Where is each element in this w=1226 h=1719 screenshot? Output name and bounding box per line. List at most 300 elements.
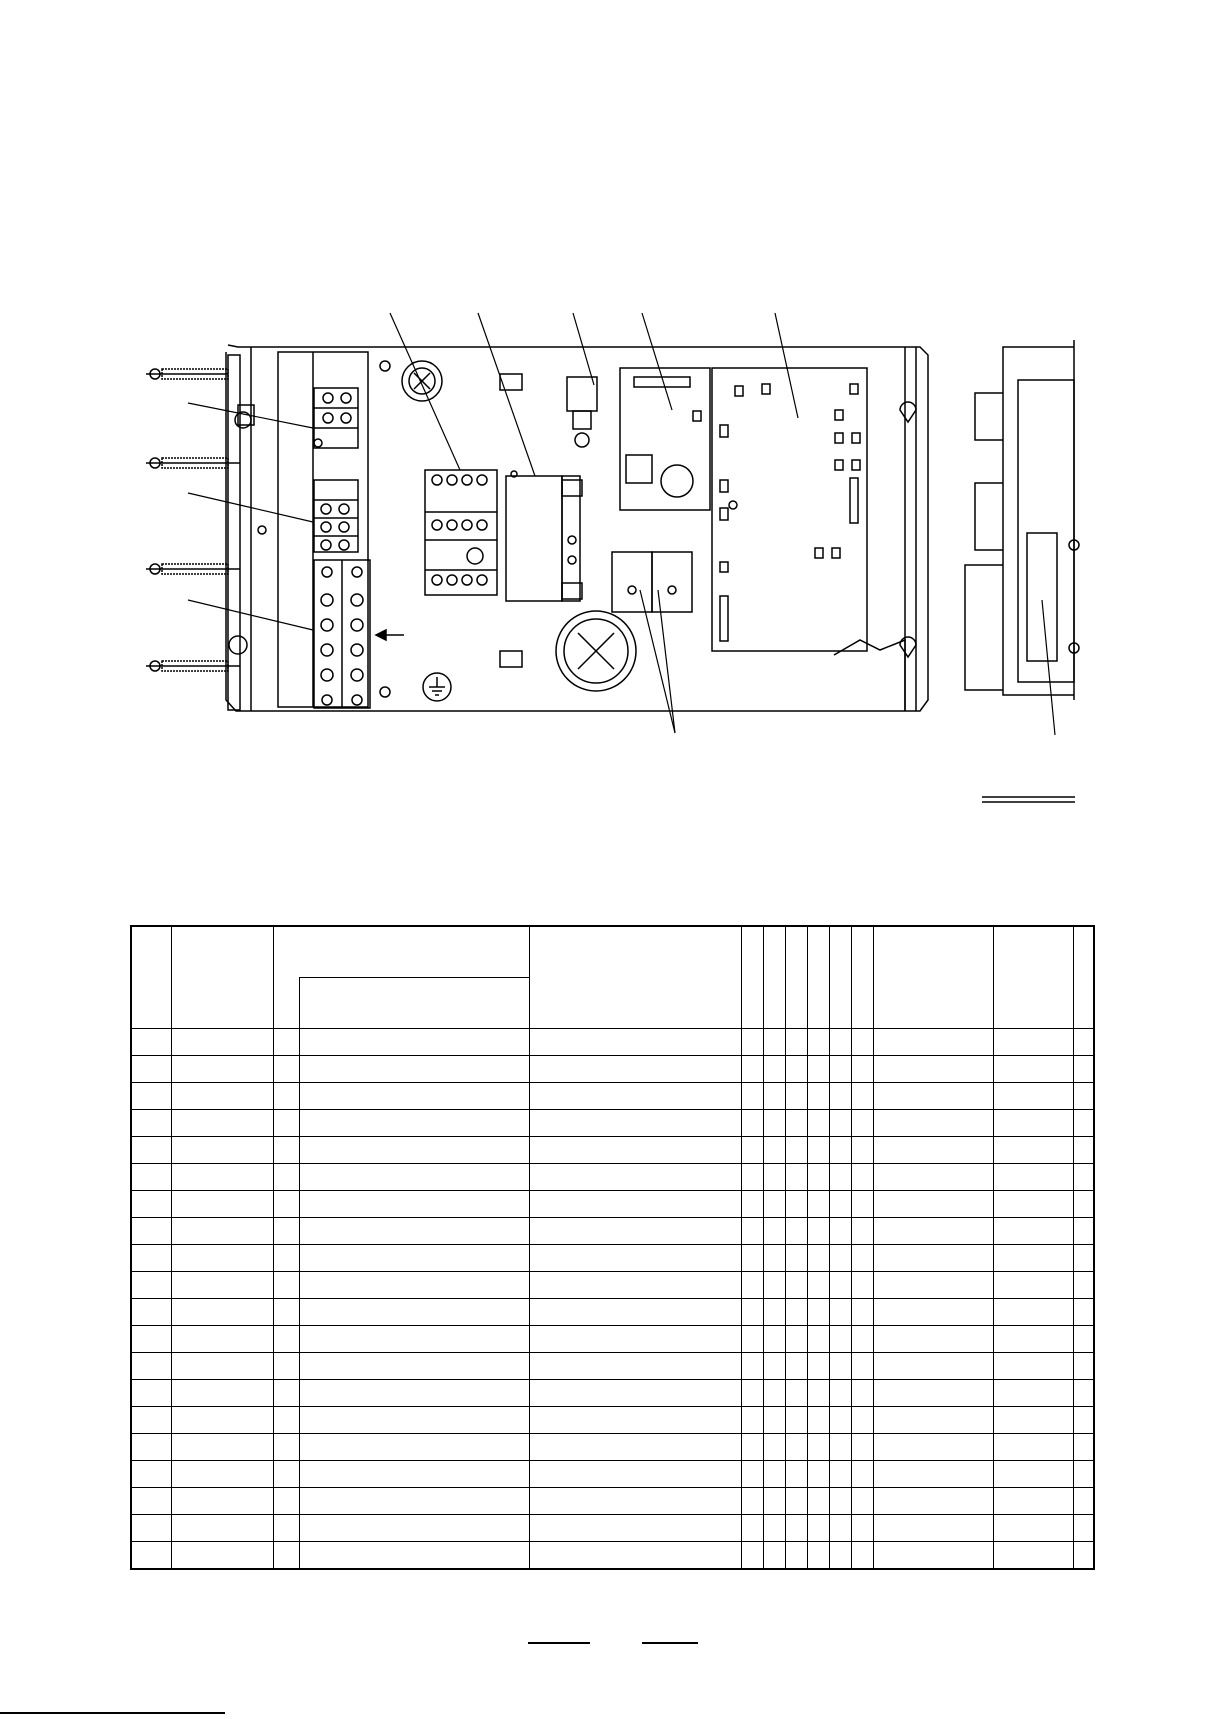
table-cell xyxy=(873,1083,993,1110)
table-row xyxy=(131,1380,1094,1407)
table-cell xyxy=(993,1407,1073,1434)
table-cell xyxy=(273,1488,299,1515)
table-cell xyxy=(873,1029,993,1056)
table-cell xyxy=(529,1272,741,1299)
table-cell xyxy=(299,1110,529,1137)
table-row xyxy=(131,1056,1094,1083)
table-cell xyxy=(299,1245,529,1272)
table-cell xyxy=(131,1353,171,1380)
table-cell xyxy=(273,1326,299,1353)
table-cell xyxy=(829,1299,851,1326)
table-cell xyxy=(299,1137,529,1164)
table-row xyxy=(131,1542,1094,1570)
table-cell xyxy=(299,1542,529,1570)
table-cell xyxy=(873,1218,993,1245)
table-header-cell xyxy=(171,926,273,1029)
table-row xyxy=(131,1326,1094,1353)
table-cell xyxy=(763,1056,785,1083)
table-cell xyxy=(763,1272,785,1299)
table-cell xyxy=(873,1164,993,1191)
table-cell xyxy=(131,1083,171,1110)
relay-2 xyxy=(652,552,692,612)
table-cell xyxy=(171,1272,273,1299)
table-row xyxy=(131,1137,1094,1164)
table-header-cell xyxy=(529,926,741,1029)
table-cell xyxy=(171,1353,273,1380)
table-cell xyxy=(851,1461,873,1488)
table-cell xyxy=(785,1272,807,1299)
table-row xyxy=(131,1488,1094,1515)
table-row xyxy=(131,1191,1094,1218)
table-cell xyxy=(829,1164,851,1191)
bottom-rule xyxy=(0,1712,225,1714)
table-cell xyxy=(741,1461,763,1488)
table-cell xyxy=(785,1488,807,1515)
table-cell xyxy=(1073,1164,1094,1191)
table-cell xyxy=(807,1515,829,1542)
table-cell xyxy=(873,1461,993,1488)
table-cell xyxy=(131,1272,171,1299)
table-cell xyxy=(131,1515,171,1542)
table-header-cell xyxy=(763,926,785,1029)
table-cell xyxy=(785,1434,807,1461)
table-cell xyxy=(807,1110,829,1137)
table-cell xyxy=(741,1110,763,1137)
table-cell xyxy=(529,1299,741,1326)
table-cell xyxy=(829,1515,851,1542)
table-cell xyxy=(851,1488,873,1515)
table-row xyxy=(131,1461,1094,1488)
table-cell xyxy=(1073,1137,1094,1164)
table-cell xyxy=(1073,1056,1094,1083)
table-cell xyxy=(529,1218,741,1245)
screw-top xyxy=(500,374,522,390)
table-cell xyxy=(873,1245,993,1272)
table-cell xyxy=(299,1515,529,1542)
table-cell xyxy=(873,1407,993,1434)
table-cell xyxy=(1073,1407,1094,1434)
table-cell xyxy=(273,1029,299,1056)
table-cell xyxy=(993,1029,1073,1056)
table-cell xyxy=(171,1164,273,1191)
table-cell xyxy=(273,1353,299,1380)
table-row xyxy=(131,1434,1094,1461)
table-cell xyxy=(171,1137,273,1164)
table-cell xyxy=(273,1461,299,1488)
table-cell xyxy=(829,1083,851,1110)
table-cell xyxy=(529,1029,741,1056)
table-cell xyxy=(807,1542,829,1570)
main-pcb xyxy=(712,368,867,651)
table-cell xyxy=(273,1542,299,1570)
table-cell xyxy=(851,1245,873,1272)
table-cell xyxy=(741,1191,763,1218)
table-row xyxy=(131,1353,1094,1380)
table-cell xyxy=(299,1191,529,1218)
table-cell xyxy=(829,1488,851,1515)
table-cell xyxy=(829,1542,851,1570)
relay-1 xyxy=(612,552,652,612)
table-cell xyxy=(873,1542,993,1570)
title-underline xyxy=(982,797,1075,802)
table-cell xyxy=(993,1461,1073,1488)
callout-leaders-top xyxy=(390,313,798,476)
table-cell xyxy=(1073,1272,1094,1299)
table-cell xyxy=(763,1515,785,1542)
table-cell xyxy=(171,1218,273,1245)
table-cell xyxy=(763,1434,785,1461)
callout-leaders-bottom xyxy=(640,590,1055,735)
table-header-cell xyxy=(299,978,529,1029)
table-cell xyxy=(171,1434,273,1461)
table-cell xyxy=(851,1191,873,1218)
table-cell xyxy=(131,1326,171,1353)
table-cell xyxy=(273,1110,299,1137)
table-cell xyxy=(299,1272,529,1299)
table-cell xyxy=(873,1515,993,1542)
table-cell xyxy=(131,1191,171,1218)
table-cell xyxy=(829,1245,851,1272)
table-cell xyxy=(873,1380,993,1407)
magnetic-contactor xyxy=(425,470,497,595)
table-cell xyxy=(741,1488,763,1515)
table-cell xyxy=(741,1137,763,1164)
table-cell xyxy=(299,1029,529,1056)
table-cell xyxy=(1073,1191,1094,1218)
table-cell xyxy=(851,1353,873,1380)
table-cell xyxy=(807,1407,829,1434)
table-cell xyxy=(1073,1326,1094,1353)
table-cell xyxy=(131,1380,171,1407)
cover-cap xyxy=(556,611,636,691)
table-cell xyxy=(785,1380,807,1407)
table-cell xyxy=(873,1434,993,1461)
table-cell xyxy=(785,1029,807,1056)
indicator-arrow xyxy=(376,630,404,640)
table-cell xyxy=(741,1218,763,1245)
table-cell xyxy=(851,1164,873,1191)
table-cell xyxy=(873,1110,993,1137)
table-cell xyxy=(131,1137,171,1164)
table-cell xyxy=(851,1515,873,1542)
table-cell xyxy=(993,1542,1073,1570)
table-cell xyxy=(1073,1083,1094,1110)
table-cell xyxy=(763,1461,785,1488)
footer-rule-right xyxy=(642,1642,698,1644)
table-cell xyxy=(785,1461,807,1488)
table-cell xyxy=(273,1056,299,1083)
control-box-side-view xyxy=(965,340,1079,700)
table-cell xyxy=(851,1326,873,1353)
table-cell xyxy=(851,1272,873,1299)
table-cell xyxy=(829,1110,851,1137)
table-cell xyxy=(763,1299,785,1326)
table-cell xyxy=(785,1191,807,1218)
table-cell xyxy=(299,1299,529,1326)
table-cell xyxy=(529,1056,741,1083)
table-cell xyxy=(993,1056,1073,1083)
table-cell xyxy=(131,1542,171,1570)
table-cell xyxy=(829,1191,851,1218)
ground-icon xyxy=(423,673,451,701)
table-cell xyxy=(851,1218,873,1245)
table-cell xyxy=(993,1434,1073,1461)
table-cell xyxy=(993,1218,1073,1245)
table-cell xyxy=(829,1056,851,1083)
table-cell xyxy=(785,1137,807,1164)
table-cell xyxy=(299,1488,529,1515)
table-cell xyxy=(807,1137,829,1164)
table-cell xyxy=(873,1272,993,1299)
table-cell xyxy=(171,1056,273,1083)
table-header-cell xyxy=(851,926,873,1029)
table-cell xyxy=(763,1083,785,1110)
table-cell xyxy=(807,1083,829,1110)
cable-gland-1 xyxy=(146,369,228,379)
table-cell xyxy=(131,1407,171,1434)
table-cell xyxy=(763,1488,785,1515)
table-cell xyxy=(851,1083,873,1110)
table-cell xyxy=(873,1137,993,1164)
table-cell xyxy=(131,1461,171,1488)
table-cell xyxy=(763,1326,785,1353)
table-cell xyxy=(785,1056,807,1083)
terminal-rail xyxy=(278,352,390,707)
table-row xyxy=(131,1299,1094,1326)
table-row xyxy=(131,1110,1094,1137)
table-cell xyxy=(273,1434,299,1461)
table-cell xyxy=(529,1164,741,1191)
table-cell xyxy=(171,1407,273,1434)
table-cell xyxy=(299,1461,529,1488)
table-cell xyxy=(993,1515,1073,1542)
table-cell xyxy=(785,1353,807,1380)
table-cell xyxy=(529,1353,741,1380)
table-cell xyxy=(873,1488,993,1515)
table-cell xyxy=(299,1083,529,1110)
table-cell xyxy=(529,1137,741,1164)
table-cell xyxy=(131,1110,171,1137)
table-cell xyxy=(993,1110,1073,1137)
table-cell xyxy=(829,1272,851,1299)
table-cell xyxy=(1073,1434,1094,1461)
table-cell xyxy=(741,1407,763,1434)
table-cell xyxy=(529,1434,741,1461)
table-cell xyxy=(273,1083,299,1110)
table-header-cell xyxy=(1073,926,1094,1029)
table-cell xyxy=(1073,1218,1094,1245)
parts-list-table xyxy=(130,925,1095,1570)
table-cell xyxy=(763,1029,785,1056)
table-cell xyxy=(873,1326,993,1353)
table-cell xyxy=(299,1434,529,1461)
table-cell xyxy=(299,1380,529,1407)
table-cell xyxy=(529,1110,741,1137)
table-cell xyxy=(529,1407,741,1434)
table-cell xyxy=(993,1164,1073,1191)
table-cell xyxy=(529,1326,741,1353)
table-cell xyxy=(131,1299,171,1326)
table-cell xyxy=(763,1218,785,1245)
table-cell xyxy=(741,1299,763,1326)
table-cell xyxy=(273,1299,299,1326)
table-cell xyxy=(529,1191,741,1218)
table-cell xyxy=(993,1272,1073,1299)
footer-rule-left xyxy=(528,1642,590,1644)
table-cell xyxy=(131,1218,171,1245)
table-cell xyxy=(741,1326,763,1353)
table-cell xyxy=(741,1380,763,1407)
table-cell xyxy=(171,1110,273,1137)
table-cell xyxy=(741,1542,763,1570)
table-cell xyxy=(171,1461,273,1488)
table-cell xyxy=(741,1272,763,1299)
table-cell xyxy=(993,1326,1073,1353)
table-cell xyxy=(131,1056,171,1083)
table-cell xyxy=(1073,1488,1094,1515)
table-cell xyxy=(741,1056,763,1083)
table-cell xyxy=(785,1245,807,1272)
table-cell xyxy=(273,1515,299,1542)
table-cell xyxy=(299,1164,529,1191)
sensor-connector xyxy=(567,377,597,447)
table-row xyxy=(131,1245,1094,1272)
table-cell xyxy=(785,1326,807,1353)
table-cell xyxy=(993,1488,1073,1515)
table-cell xyxy=(131,1488,171,1515)
table-cell xyxy=(1073,1029,1094,1056)
table-cell xyxy=(741,1083,763,1110)
fuse-cap xyxy=(402,361,442,401)
table-cell xyxy=(807,1218,829,1245)
table-cell xyxy=(829,1218,851,1245)
table-cell xyxy=(829,1380,851,1407)
table-cell xyxy=(131,1164,171,1191)
table-cell xyxy=(171,1191,273,1218)
table-cell xyxy=(273,1245,299,1272)
table-cell xyxy=(807,1299,829,1326)
table-cell xyxy=(993,1137,1073,1164)
table-header-cell xyxy=(807,926,829,1029)
table-cell xyxy=(807,1461,829,1488)
table-cell xyxy=(171,1083,273,1110)
table-cell xyxy=(171,1515,273,1542)
screw-bottom xyxy=(500,651,522,667)
table-cell xyxy=(299,1218,529,1245)
table-header-cell xyxy=(741,926,763,1029)
table-cell xyxy=(851,1137,873,1164)
table-cell xyxy=(529,1515,741,1542)
table-header-cell xyxy=(829,926,851,1029)
table-cell xyxy=(299,1056,529,1083)
table-cell xyxy=(829,1029,851,1056)
table-header-cell xyxy=(993,926,1073,1029)
table-cell xyxy=(807,1326,829,1353)
table-cell xyxy=(763,1245,785,1272)
table-cell xyxy=(529,1380,741,1407)
table-cell xyxy=(131,1245,171,1272)
table-cell xyxy=(273,1218,299,1245)
table-cell xyxy=(273,1137,299,1164)
table-cell xyxy=(785,1407,807,1434)
table-cell xyxy=(807,1029,829,1056)
table-cell xyxy=(993,1299,1073,1326)
table-cell xyxy=(851,1029,873,1056)
table-cell xyxy=(299,1353,529,1380)
table-cell xyxy=(529,1461,741,1488)
table-cell xyxy=(299,1407,529,1434)
table-cell xyxy=(993,1353,1073,1380)
table-cell xyxy=(1073,1110,1094,1137)
table-cell xyxy=(873,1353,993,1380)
table-cell xyxy=(829,1407,851,1434)
table-cell xyxy=(763,1164,785,1191)
table-cell xyxy=(763,1110,785,1137)
table-cell xyxy=(1073,1461,1094,1488)
table-cell xyxy=(1073,1353,1094,1380)
table-cell xyxy=(993,1245,1073,1272)
table-cell xyxy=(851,1407,873,1434)
table-cell xyxy=(807,1056,829,1083)
table-cell xyxy=(807,1191,829,1218)
table-cell xyxy=(873,1056,993,1083)
table-cell xyxy=(785,1299,807,1326)
table-cell xyxy=(741,1245,763,1272)
table-cell xyxy=(829,1353,851,1380)
table-cell xyxy=(873,1191,993,1218)
table-cell xyxy=(763,1191,785,1218)
table-cell xyxy=(1073,1245,1094,1272)
terminal-block-3 xyxy=(314,560,370,708)
table-cell xyxy=(829,1461,851,1488)
table-cell xyxy=(851,1434,873,1461)
table-cell xyxy=(807,1488,829,1515)
table-cell xyxy=(763,1380,785,1407)
table-cell xyxy=(273,1380,299,1407)
table-header-cell xyxy=(273,926,529,978)
table-cell xyxy=(993,1083,1073,1110)
transformer xyxy=(506,471,582,601)
table-cell xyxy=(171,1542,273,1570)
table-cell xyxy=(807,1164,829,1191)
table-cell xyxy=(785,1164,807,1191)
table-cell xyxy=(807,1434,829,1461)
table-header-cell xyxy=(873,926,993,1029)
table-cell xyxy=(851,1380,873,1407)
table-cell xyxy=(1073,1380,1094,1407)
table-row xyxy=(131,1272,1094,1299)
table-cell xyxy=(807,1245,829,1272)
table-cell xyxy=(807,1272,829,1299)
table-cell xyxy=(763,1353,785,1380)
table-row xyxy=(131,1407,1094,1434)
table-header-cell xyxy=(131,926,171,1029)
table-cell xyxy=(171,1488,273,1515)
table-header-cell xyxy=(785,926,807,1029)
table-cell xyxy=(529,1245,741,1272)
table-cell xyxy=(763,1407,785,1434)
table-cell xyxy=(741,1164,763,1191)
table-cell xyxy=(785,1542,807,1570)
table-cell xyxy=(1073,1515,1094,1542)
table-header-cell xyxy=(273,978,299,1029)
table-cell xyxy=(851,1299,873,1326)
table-cell xyxy=(993,1380,1073,1407)
table-cell xyxy=(273,1191,299,1218)
table-cell xyxy=(851,1542,873,1570)
table-cell xyxy=(273,1272,299,1299)
terminal-block-1 xyxy=(314,388,358,448)
